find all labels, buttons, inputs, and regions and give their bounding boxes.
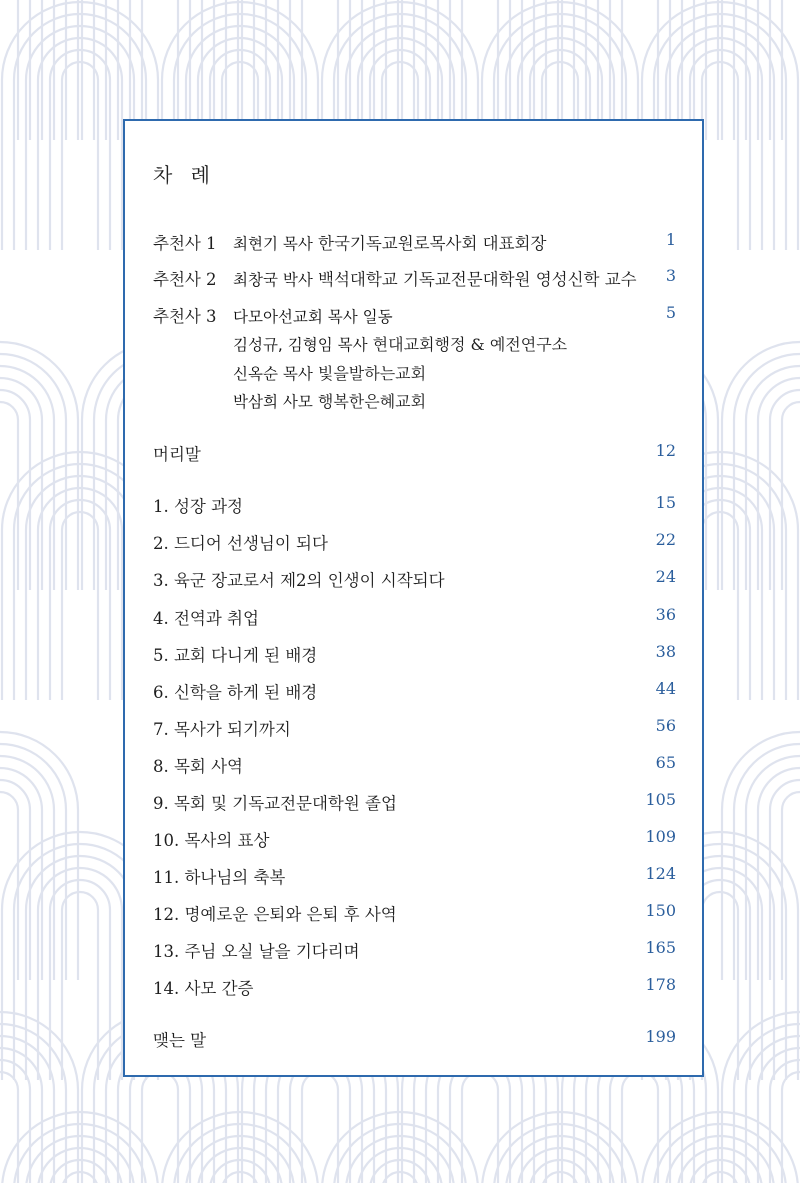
page-number: 3 — [665, 266, 676, 285]
page-number: 109 — [645, 827, 676, 846]
toc-entry-chapter[interactable]: 13. 주님 오실 날을 기다리며 165 — [153, 938, 676, 961]
page-number: 199 — [645, 1027, 676, 1046]
toc-title: 차 례 — [153, 163, 216, 187]
page-number: 124 — [645, 864, 676, 883]
page-number: 65 — [655, 753, 676, 772]
toc-entry-recommendation-2[interactable]: 추천사 2 최창국 박사 백석대학교 기독교전문대학원 영성신학 교수 3 — [153, 266, 676, 289]
page-number: 150 — [645, 901, 676, 920]
toc-entry-chapter[interactable]: 9. 목회 및 기독교전문대학원 졸업 105 — [153, 790, 676, 813]
page-number: 105 — [645, 790, 676, 809]
page-number: 44 — [655, 679, 676, 698]
toc-entry-chapter[interactable]: 11. 하나님의 축복 124 — [153, 864, 676, 887]
toc-entry-chapter[interactable]: 10. 목사의 표상 109 — [153, 827, 676, 850]
page-number: 178 — [645, 975, 676, 994]
page-number: 24 — [655, 567, 676, 586]
page-number: 56 — [655, 716, 676, 735]
toc-entry-chapter[interactable]: 4. 전역과 취업 36 — [153, 605, 676, 628]
toc-entry-epilogue[interactable]: 맺는 말 199 — [153, 1027, 676, 1050]
recommender-line: 신옥순 목사 빛을발하는교회 — [233, 364, 427, 383]
page-number: 165 — [645, 938, 676, 957]
toc-entry-preface[interactable]: 머리말 12 — [153, 441, 676, 464]
page-number: 22 — [655, 530, 676, 549]
recommender-line: 박삼희 사모 행복한은혜교회 — [233, 392, 427, 411]
page-number: 5 — [665, 303, 676, 322]
toc-entry-chapter[interactable]: 1. 성장 과정 15 — [153, 493, 676, 516]
toc-entry-chapter[interactable]: 2. 드디어 선생님이 되다 22 — [153, 530, 676, 553]
toc-entry-chapter[interactable]: 3. 육군 장교로서 제2의 인생이 시작되다 24 — [153, 567, 676, 590]
toc-entry-chapter[interactable]: 5. 교회 다니게 된 배경 38 — [153, 642, 676, 665]
page-number: 36 — [655, 605, 676, 624]
page-number: 38 — [655, 642, 676, 661]
toc-entry-chapter[interactable]: 7. 목사가 되기까지 56 — [153, 716, 676, 739]
recommender-line: 김성규, 김형임 목사 현대교회행정 & 예전연구소 — [233, 335, 568, 354]
toc-entry-recommendation-1[interactable]: 추천사 1 최현기 목사 한국기독교원로목사회 대표회장 1 — [153, 230, 676, 253]
page-number: 1 — [665, 230, 676, 249]
toc-entry-chapter[interactable]: 14. 사모 간증 178 — [153, 975, 676, 998]
page-number: 12 — [655, 441, 676, 460]
toc-entry-recommendation-3[interactable]: 추천사 3 다모아선교회 목사 일동 5 — [153, 303, 676, 326]
toc-entry-chapter[interactable]: 8. 목회 사역 65 — [153, 753, 676, 776]
page-number: 15 — [655, 493, 676, 512]
toc-entry-chapter[interactable]: 6. 신학을 하게 된 배경 44 — [153, 679, 676, 702]
toc-entry-chapter[interactable]: 12. 명예로운 은퇴와 은퇴 후 사역 150 — [153, 901, 676, 924]
table-of-contents — [123, 119, 704, 1077]
